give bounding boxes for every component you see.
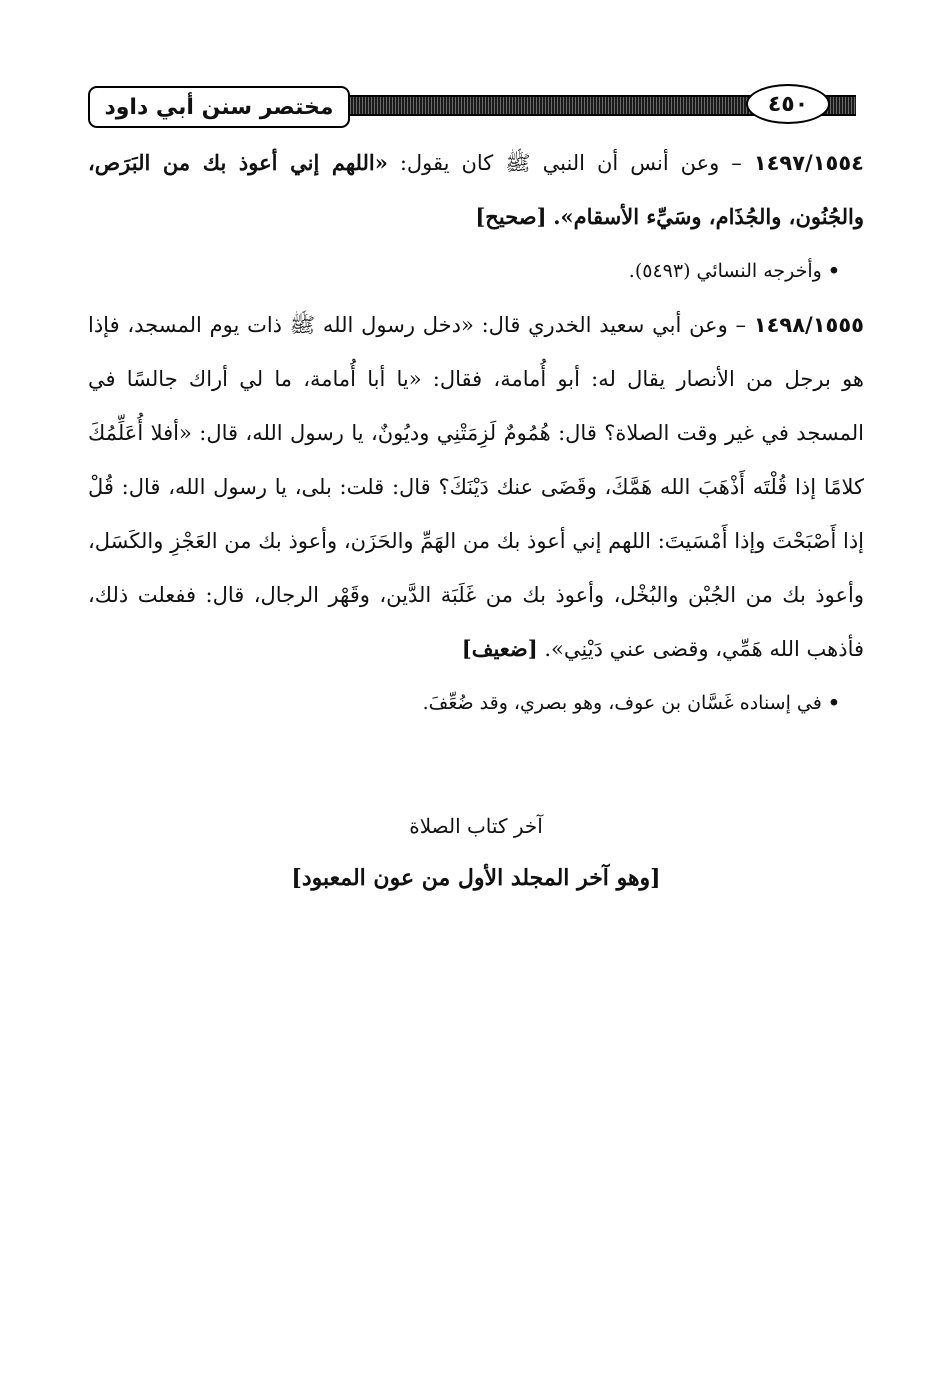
hadith-1-dash: – — [731, 151, 742, 175]
bullet-icon: • — [827, 260, 840, 282]
hadith-1-text: «اللهم إني أعوذ بك من البَرَص، والجُنُون، والجُذَام، وسَيِّء الأسقام». — [88, 150, 864, 229]
page-header — [86, 80, 866, 130]
hadith-1-intro: وعن أنس أن النبي ﷺ كان يقول: — [399, 151, 720, 175]
hadith-1 — [88, 136, 864, 244]
hadith-2-grade: [ضعيف] — [461, 636, 538, 661]
hadith-2-text: وعن أبي سعيد الخدري قال: «دخل رسول الله ﷺ ذات يوم المسجد، فإذا هو برجل من الأنصار يقال له: أبو أُمامة، فقال: «يا أبا أُمامة، ما لي أراك جالسًا في المسجد في غير وقت الصلاة؟ قال: هُمُومٌ لَزِمَتْنِي وديُونٌ، يا رسول الله، قال: «أفلا أُعَلِّمُكَ كلامًا إذا قُلْتَه أَذْهَبَ الله هَمَّكَ، وقَضَى عنك دَيْنَكَ؟ قال: قلت: بلى، يا رسول الله، قال: قُلْ إذا أَصْبَحْتَ وإذا أَمْسَيتَ: اللهم إني أعوذ بك من الهَمِّ والحَزَن، وأعوذ بك من العَجْزِ والكَسَل، وأعوذ بك من الجُبْن والبُخْل، وأعوذ بك من غَلَبَة الدَّين، وقَهْر الرجال، قال: ففعلت ذلك، فأذهب الله هَمِّي، وقضى عني دَيْنِي». — [88, 313, 864, 661]
volume-end-note: [وهو آخر المجلد الأول من عون المعبود] — [291, 865, 661, 891]
hadith-2-number: ١٤٩٨/١٥٥٥ — [753, 313, 864, 337]
hadith-2-note-text: في إسناده غَسَّان بن عوف، وهو بصري، وقد ضُعِّفَ. — [422, 692, 822, 714]
book-title-frame — [88, 86, 350, 128]
hadith-2 — [88, 298, 864, 676]
hadith-2-note — [88, 676, 864, 730]
page-number-frame — [746, 84, 830, 124]
hadith-1-note — [88, 244, 864, 298]
book-title: مختصر سنن أبي داود — [104, 94, 334, 120]
hadith-1-number: ١٤٩٧/١٥٥٤ — [753, 151, 864, 175]
page-number: ٤٥٠ — [767, 91, 809, 117]
bullet-icon: • — [827, 692, 840, 714]
hadith-1-note-text: وأخرجه النسائي (٥٤٩٣). — [628, 260, 822, 282]
page-content — [88, 136, 864, 730]
hadith-1-grade: [صحيح] — [475, 204, 547, 229]
hadith-2-dash: – — [735, 313, 746, 337]
section-end-title: آخر كتاب الصلاة — [409, 814, 543, 838]
